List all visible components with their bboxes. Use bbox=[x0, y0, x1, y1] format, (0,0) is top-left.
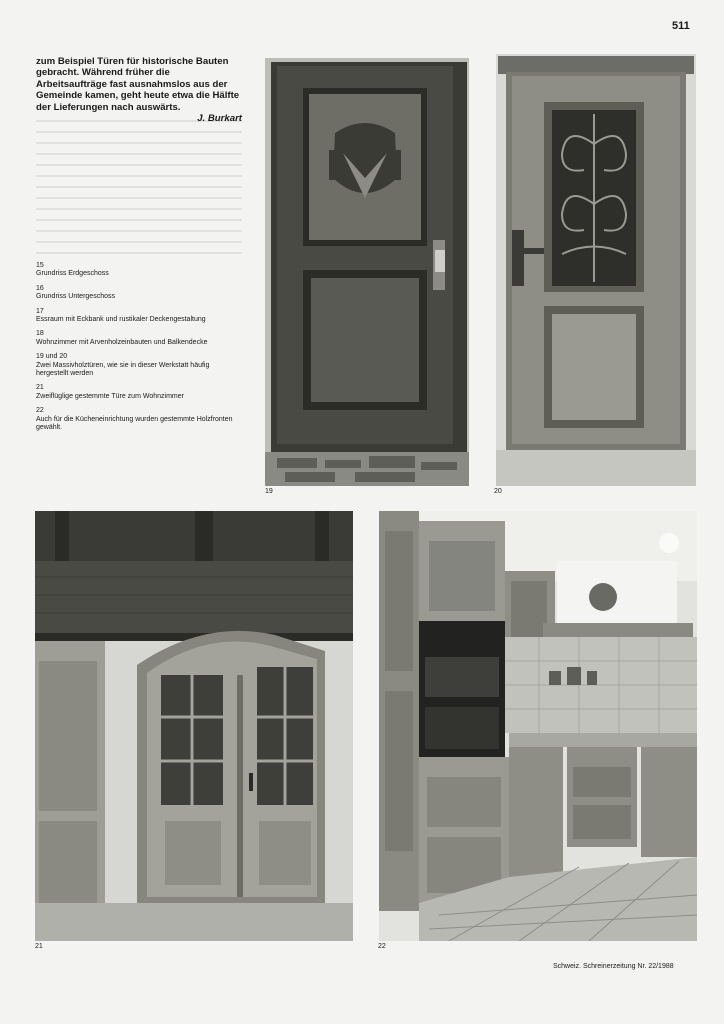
figure-label-20: 20 bbox=[494, 488, 502, 495]
caption-15: 15 Grundriss Erdgeschoss bbox=[36, 262, 109, 278]
article-paragraph: zum Beispiel Türen für historische Bauten gebracht. Während früher die Arbeitsaufträge fast ausnahmslos aus der Gemeinde kamen, geht heute etwa die Hälfte der Lieferungen nach auswärts. bbox=[36, 56, 240, 113]
article-author: J. Burkart bbox=[197, 113, 242, 125]
figure-label-22: 22 bbox=[378, 943, 386, 950]
caption-18: 18 Wohnzimmer mit Arvenholzeinbauten und Balkendecke bbox=[36, 330, 208, 346]
figure-label-21: 21 bbox=[35, 943, 43, 950]
caption-19-20: 19 und 20 Zwei Massivholztüren, wie sie in dieser Werkstatt häufig hergestellt werden bbox=[36, 353, 210, 378]
photo-19-carved-door bbox=[265, 58, 469, 486]
caption-22: 22 Auch für die Kücheneinrichtung wurden gestemmte Holzfronten gewählt. bbox=[36, 407, 233, 432]
page-footer: Schweiz. Schreinerzeitung Nr. 22/1988 bbox=[553, 963, 674, 970]
caption-list bbox=[36, 262, 242, 439]
photo-21-double-door bbox=[35, 511, 353, 941]
article-text bbox=[36, 56, 242, 124]
caption-17: 17 Essraum mit Eckbank und rustikaler Deckengestaltung bbox=[36, 307, 206, 324]
photo-22-kitchen bbox=[379, 511, 697, 941]
caption-21: 21 Zweiflüglige gestemmte Türe zum Wohnzimmer bbox=[36, 384, 184, 400]
photo-20-grille-door bbox=[496, 54, 696, 486]
show-through-text bbox=[36, 120, 242, 260]
figure-label-19: 19 bbox=[265, 488, 273, 495]
caption-16: 16 Grundriss Untergeschoss bbox=[36, 284, 115, 301]
page-number: 511 bbox=[672, 20, 690, 32]
